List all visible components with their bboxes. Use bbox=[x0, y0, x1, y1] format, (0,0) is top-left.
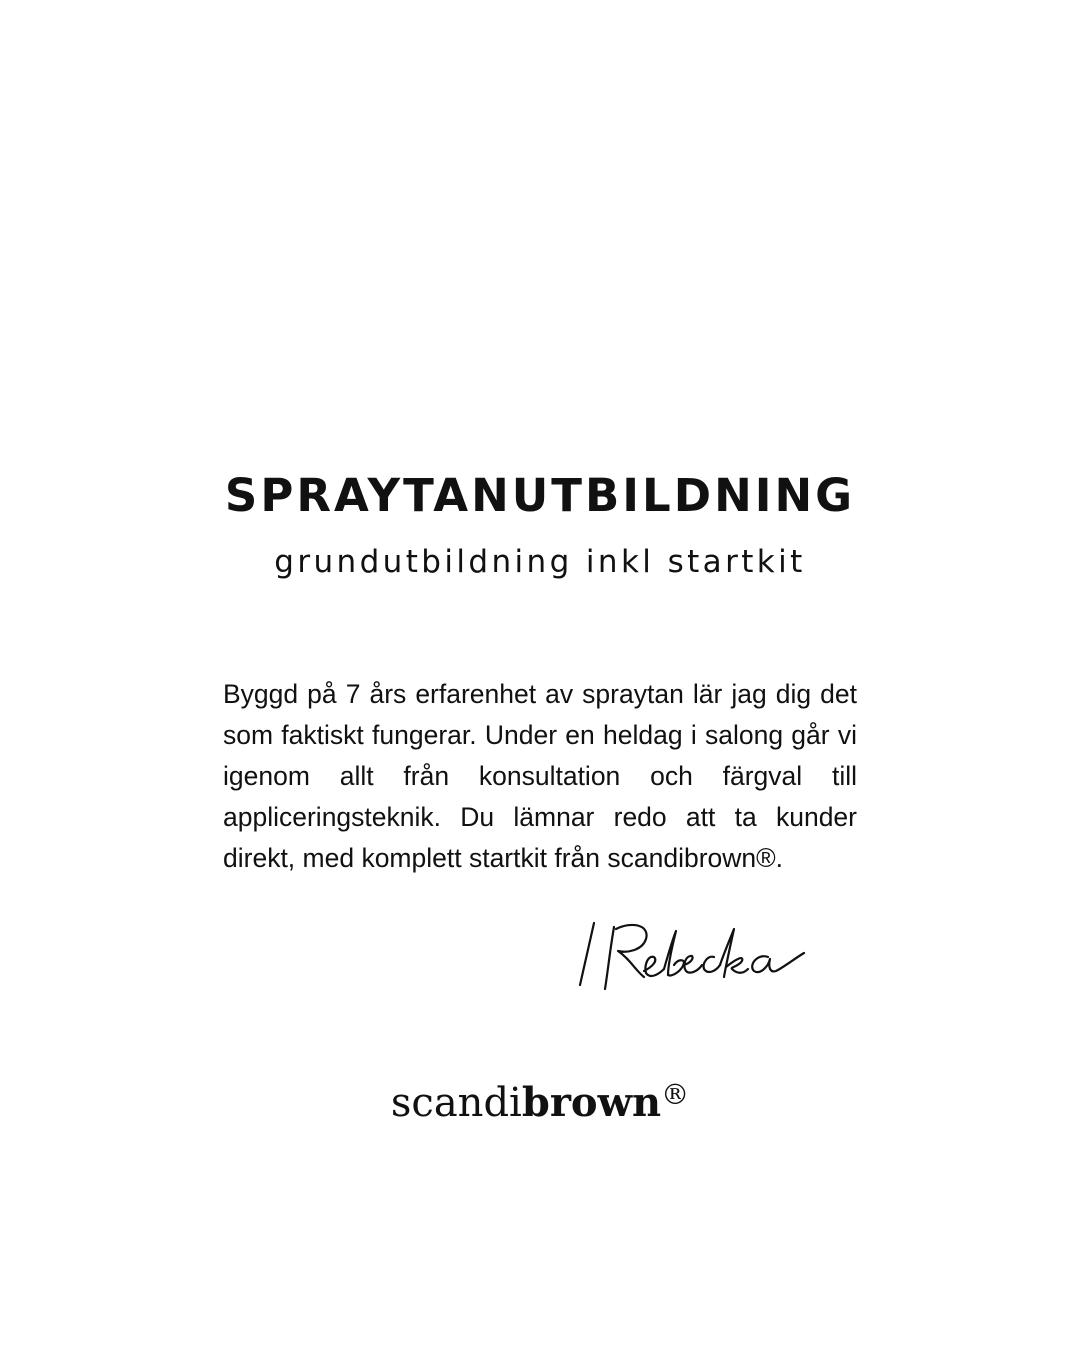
description-paragraph: Byggd på 7 års erfarenhet av spraytan lär jag dig det som faktiskt fungerar. Under en heldag i salong går vi igenom allt från konsultation och färgval till appliceringsteknik. Du lämnar redo att ta kunder direkt, med komplett startkit från scandibrown®. bbox=[223, 679, 857, 873]
logo-text-bold: brown bbox=[521, 1079, 662, 1126]
logo-text-light: scandi bbox=[390, 1080, 522, 1126]
page-subtitle: grundutbildning inkl startkit bbox=[274, 544, 806, 580]
page-title: SPRAYTANUTBILDNING bbox=[224, 469, 856, 522]
registered-mark: ® bbox=[661, 1078, 690, 1111]
signature-rebecka bbox=[572, 915, 822, 995]
scandibrown-logo bbox=[0, 1070, 1080, 1128]
